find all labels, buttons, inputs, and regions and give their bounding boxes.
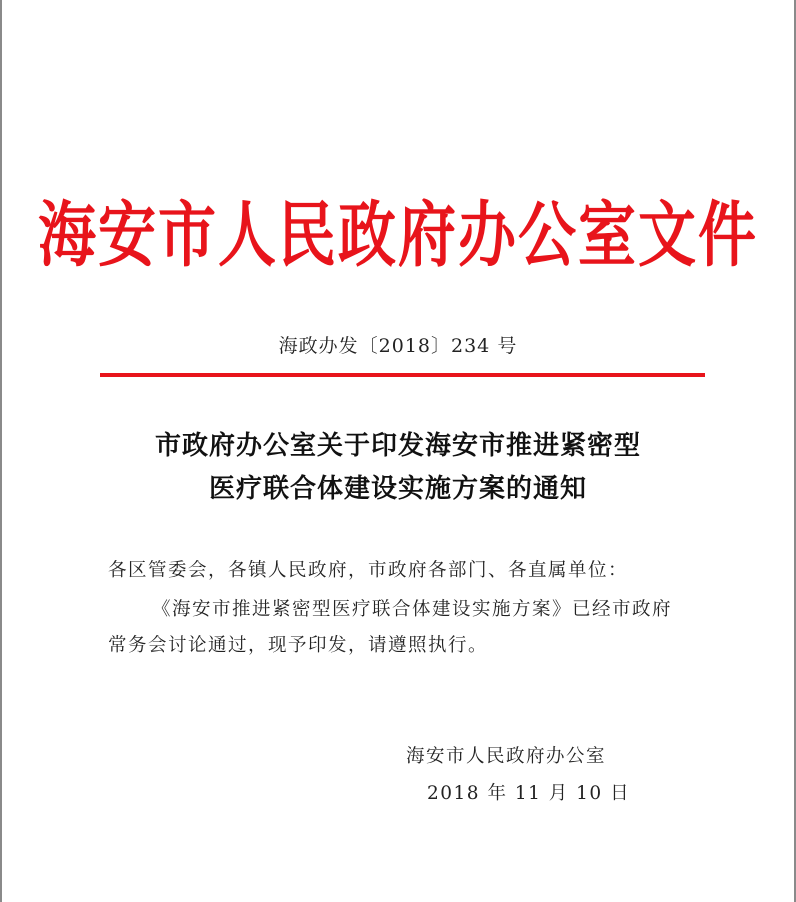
salutation: 各区管委会，各镇人民政府，市政府各部门、各直属单位： [108, 560, 629, 581]
body-paragraph-line1: 《海安市推进紧密型医疗联合体建设实施方案》已经市政府 [152, 599, 673, 620]
header-red-rule [100, 373, 705, 377]
notice-title-line2: 医疗联合体建设实施方案的通知 [208, 474, 587, 504]
notice-title-line1: 市政府办公室关于印发海安市推进紧密型 [154, 431, 641, 461]
signature-date: 2018 年 11 月 10 日 [427, 783, 631, 804]
document-number: 海政办发〔2018〕234 号 [278, 335, 518, 357]
document-header-title: 海安市人民政府办公室文件 [37, 193, 758, 277]
body-paragraph-line2: 常务会讨论通过，现予印发，请遵照执行。 [108, 635, 489, 656]
signature-organization: 海安市人民政府办公室 [406, 746, 607, 767]
